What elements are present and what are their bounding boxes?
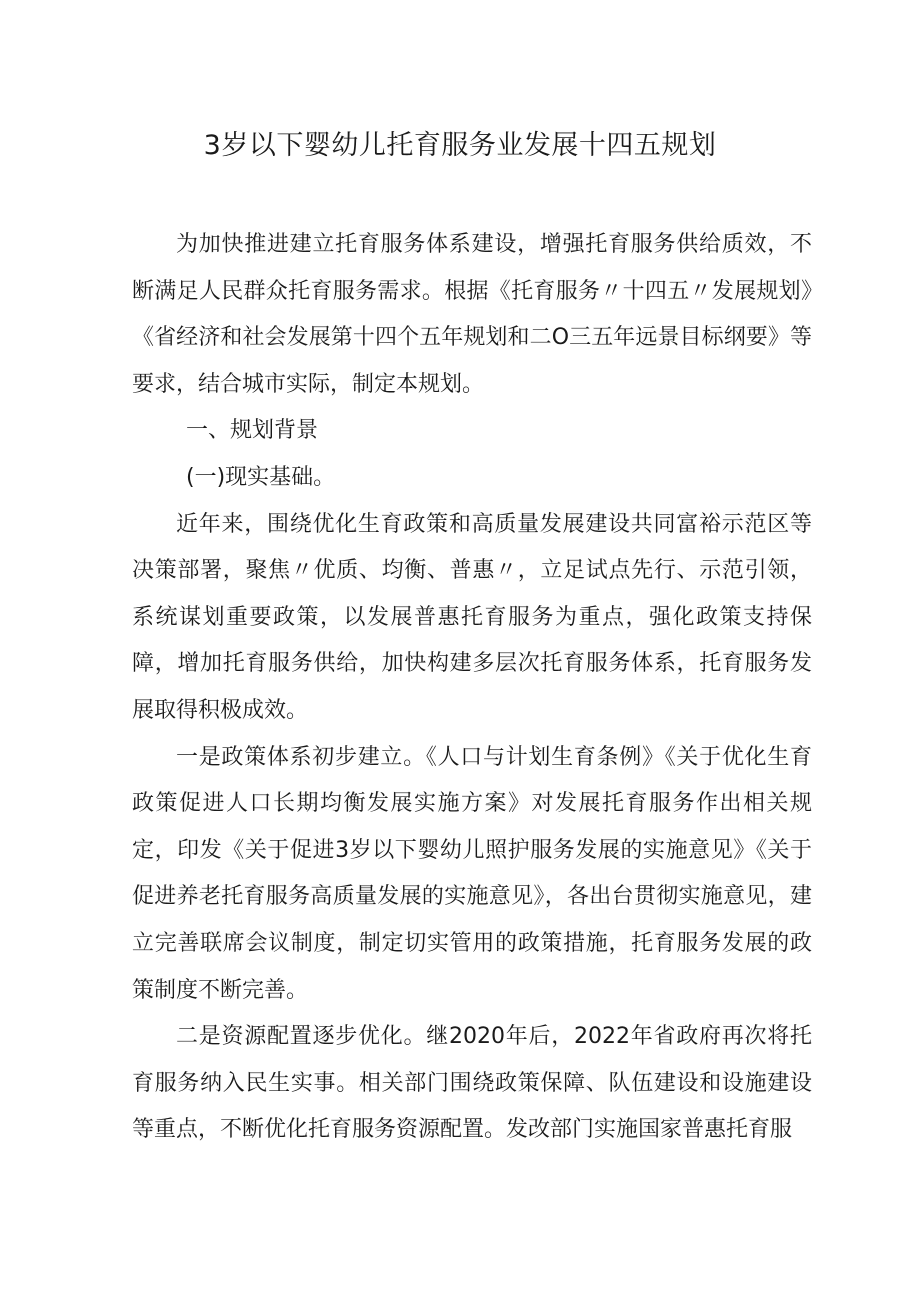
- resources-paragraph: 二是资源配置逐步优化。继2020年后，2022年省政府再次将托育服务纳入民生实事。相关部门围绕政策保障、队伍建设和设施建设等重点，不断优化托育服务资源配置。发改部门实施国家普惠托育服: [132, 1024, 812, 1143]
- document-title: 3岁以下婴幼儿托育服务业发展十四五规划: [203, 130, 717, 161]
- document-body: [132, 222, 812, 1154]
- section-heading: 一、规划背景: [186, 418, 319, 444]
- background-paragraph: 近年来，围绕优化生育政策和高质量发展建设共同富裕示范区等决策部署，聚焦〃优质、均衡、普惠〃，立足试点先行、示范引领，系统谋划重要政策，以发展普惠托育服务为重点，强化政策支持保障，增加托育服务供给，加快构建多层次托育服务体系，托育服务发展取得积极成效。: [132, 511, 812, 723]
- intro-paragraph: 为加快推进建立托育服务体系建设，增强托育服务供给质效，不断满足人民群众托育服务需求。根据《托育服务〃十四五〃发展规划》《省经济和社会发展第十四个五年规划和二O三五年远景目标纲要》等要求，结合城市实际，制定本规划。: [132, 232, 812, 397]
- policy-paragraph: 一是政策体系初步建立。《人口与计划生育条例》《关于优化生育政策促进人口长期均衡发展实施方案》对发展托育服务作出相关规定，印发《关于促进3岁以下婴幼儿照护服务发展的实施意见》《关于促进养老托育服务高质量发展的实施意见》，各出台贯彻实施意见，建立完善联席会议制度，制定切实管用的政策措施，托育服务发展的政策制度不断完善。: [132, 744, 812, 1003]
- subsection-heading: (一)现实基础。: [186, 464, 336, 490]
